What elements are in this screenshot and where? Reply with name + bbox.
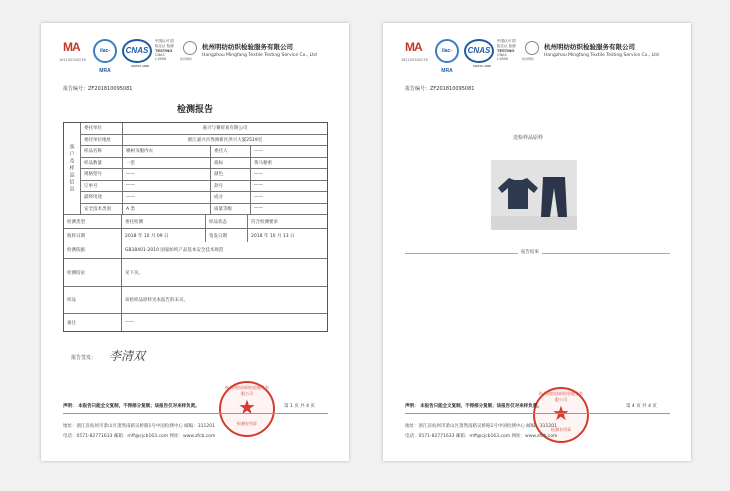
table-row (64, 229, 327, 242)
official-stamp (219, 381, 275, 437)
client-rows (81, 123, 327, 214)
testing-mark-cn: 中国认可 国际互认 检测 (155, 39, 174, 48)
testing-mark-en: TESTING (155, 48, 173, 53)
row-key: 商标 (211, 158, 251, 169)
ma-logo (401, 40, 431, 62)
row-key: 委托单位 (81, 123, 123, 134)
ma-code: 161100340276 (59, 58, 86, 62)
client-section (64, 123, 327, 215)
cnas-sub: CNAS L1966 (473, 64, 491, 68)
footer-divider (405, 413, 670, 414)
cnas-logo-text: CNAS (467, 46, 491, 55)
row-key: 样品状态 (206, 215, 248, 228)
company-seal-icon (183, 41, 197, 55)
star-icon: ★ (238, 395, 256, 419)
pants-image (539, 176, 569, 218)
table-row (81, 204, 327, 215)
row-value: —— (254, 183, 263, 189)
testing-mark-no: CNAS L1966 (497, 53, 508, 61)
row-key: 检测类型 (64, 215, 122, 228)
table-row (64, 242, 327, 259)
ma-logo (59, 40, 89, 62)
company-name (544, 42, 684, 58)
report-end-label: 报告结束 (518, 249, 542, 255)
client-section-label: 客户及样品信息 (64, 123, 81, 214)
company-name (202, 42, 342, 58)
table-row (64, 287, 327, 314)
row-key: 收样日期 (64, 229, 122, 242)
page-number: 第 1 页 共 4 页 (284, 404, 315, 409)
row-key: 备注 (64, 314, 122, 331)
ilac-mra-logo: ilac-MRA (93, 39, 117, 63)
row-value: 2018 年 10 月 09 日 (122, 229, 206, 242)
testing-mark-no: CNAS L1966 (155, 53, 166, 61)
statement: 声明： 本报告只能全文复制，不得部分复制；该报告仅对来样负责。 (63, 404, 200, 409)
row-value: 棉树书服内衣 (123, 146, 211, 157)
row-key: 样品 (64, 287, 122, 313)
row-key: 颜色 (211, 169, 251, 180)
sample-photo-label: 送检样品原样 (513, 135, 544, 141)
wide-rows (64, 242, 327, 331)
ma-logo-text: MA (63, 40, 80, 54)
table-row (81, 192, 327, 204)
row-value: 2018 年 10 月 13 日 (251, 233, 295, 239)
row-key: 委托单位地址 (81, 135, 123, 146)
stamp-bottom-text: 检测专用章 (551, 427, 571, 432)
report-page-4 (383, 23, 691, 461)
page-number: 第 4 页 共 4 页 (626, 404, 657, 409)
ilac-mra-logo: ilac-MRA (435, 39, 459, 63)
signer-signature: 李清双 (109, 349, 146, 363)
report-title: 检测报告 (176, 105, 213, 115)
table-row (81, 169, 327, 181)
row-key: 订单号 (81, 181, 123, 192)
row-value: GB18401-2010 国家纺织产品基本安全技术规范 (125, 248, 224, 253)
row-value: —— (125, 320, 134, 325)
company-name-cn: 杭州明纺纺织检验服务有限公司 (202, 43, 293, 51)
table-row (81, 158, 327, 170)
footer-address: 地址：浙江省杭州市萧山区萧然南路吴桥路1号中国检测中心 邮编：311201 (63, 424, 215, 429)
row-value: 一套 (123, 158, 211, 169)
info-rows (64, 215, 327, 242)
row-key: 最终用途 (81, 192, 123, 203)
row-value: 符合检测要求 (251, 219, 278, 225)
company-name-en: Hangzhou Mingfang Textile Testing Service Co., Ltd (202, 53, 317, 58)
company-name-cn: 杭州明纺纺织检验服务有限公司 (544, 43, 635, 51)
row-value: 黄马秘密 (254, 160, 272, 166)
sample-photo (491, 160, 577, 230)
row-value: —— (254, 194, 263, 200)
cnas-logo (464, 39, 494, 68)
testing-mark (497, 39, 517, 61)
stamp-ring-text: 杭州明纺纺织检验服务有限公司 (539, 391, 583, 402)
row-value: 浙江嘉兴市秀洲新区洪兴大厦2519室 (187, 137, 263, 143)
cnas-logo (122, 39, 152, 68)
company-seal-icon (525, 41, 539, 55)
row-key: 检测结论 (64, 259, 122, 286)
row-key: 安全技术类别 (81, 204, 123, 215)
row-key: 签发日期 (206, 229, 248, 242)
company-seal-text: 杭州明纺 (522, 57, 535, 61)
testing-mark-en: TESTING (497, 48, 515, 53)
table-row (64, 314, 327, 331)
row-key: 样品名称 (81, 146, 123, 157)
ma-code: 161100340276 (401, 58, 428, 62)
company-seal-text: 杭州明纺 (180, 57, 193, 61)
row-value: —— (254, 171, 263, 177)
row-value: 委托检测 (122, 215, 206, 228)
row-key: 质量等级 (211, 204, 251, 215)
footer-contact: 电话：0571-82771633 邮箱：mff@cjcb163.com 网址：www.zfcb.com (63, 434, 216, 439)
ma-logo-text: MA (405, 40, 422, 54)
row-key: 规格型号 (81, 169, 123, 180)
cnas-sub: CNAS L1966 (131, 64, 149, 68)
table-row (64, 259, 327, 287)
row-key: 款号 (211, 181, 251, 192)
row-value: —— (254, 148, 263, 154)
photo-surface (491, 216, 577, 230)
shirt-image (497, 176, 539, 210)
row-value: —— (254, 206, 263, 212)
report-number: 报告编号：ZF201810095081 (405, 86, 475, 92)
star-icon: ★ (552, 401, 570, 425)
table-row (64, 215, 327, 229)
stamp-bottom-text: 检测专用章 (237, 421, 257, 426)
table-row (81, 181, 327, 193)
table-row (81, 135, 327, 147)
row-key: 委托人 (211, 146, 251, 157)
report-table (63, 122, 328, 332)
testing-mark-cn: 中国认可 国际互认 检测 (497, 39, 516, 48)
row-value: —— (123, 192, 211, 203)
row-key: 样品数量 (81, 158, 123, 169)
statement: 声明： 本报告只能全文复制，不得部分复制；该报告仅对来样负责。 (405, 404, 542, 409)
testing-mark (155, 39, 175, 61)
cnas-logo-text: CNAS (125, 46, 149, 55)
table-row (81, 146, 327, 158)
company-name-en: Hangzhou Mingfang Textile Testing Service Co., Ltd (544, 53, 659, 58)
row-key: 检测依据 (64, 242, 122, 258)
stamp-ring-text: 杭州明纺纺织检验服务有限公司 (225, 385, 269, 396)
report-page-1 (41, 23, 349, 461)
row-value: —— (123, 181, 211, 192)
row-value: 见下页。 (125, 270, 143, 276)
table-row (81, 123, 327, 135)
footer-divider (63, 413, 328, 414)
report-number: 报告编号：ZF201810095081 (63, 86, 133, 92)
row-value: —— (123, 169, 211, 180)
row-value: 该检样品原样见本报告的末页。 (125, 298, 188, 303)
signer-label: 报告签发： (71, 355, 97, 361)
footer-contact: 电话：0571-82771633 邮箱：mff@cjcb163.com 网址：www.zfcb.com (405, 434, 558, 439)
row-key: 成分 (211, 192, 251, 203)
row-value: 嘉兴与赛贸易有限公司 (202, 126, 248, 132)
footer-address: 地址：浙江省杭州市萧山区萧然南路吴桥路1号中国检测中心 邮编：311201 (405, 424, 557, 429)
row-value: A 类 (123, 204, 211, 215)
